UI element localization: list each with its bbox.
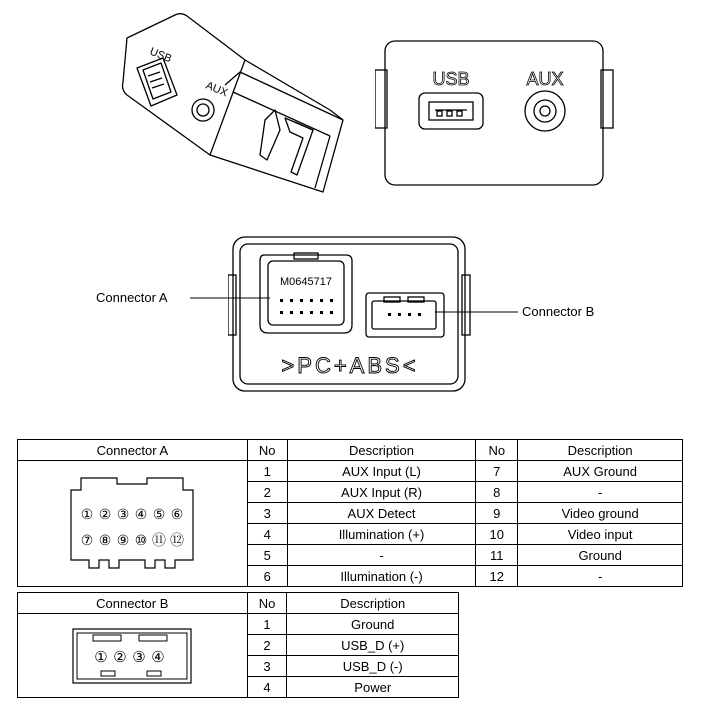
pin-label: ⑧ — [99, 531, 112, 548]
callout-connector-b: Connector B — [522, 304, 595, 319]
pin-description: AUX Input (L) — [287, 461, 476, 482]
pin-no: 3 — [247, 656, 287, 677]
header-no: No — [476, 440, 518, 461]
pin-label: ⑩ — [135, 531, 148, 548]
pin-description: - — [287, 545, 476, 566]
pin-label: ⑦ — [81, 531, 94, 548]
pin-description: Video input — [518, 524, 683, 545]
callout-leaders — [190, 290, 520, 330]
connector-a-table — [17, 439, 683, 587]
part-number: M0645717 — [280, 276, 332, 288]
table-row — [18, 461, 683, 482]
header-description: Description — [287, 593, 459, 614]
pin-description: Illumination (+) — [287, 524, 476, 545]
pin-no: 12 — [476, 566, 518, 587]
usb-label-perspective: USB — [147, 45, 174, 66]
header-connector-a: Connector A — [18, 440, 248, 461]
pin-no: 11 — [476, 545, 518, 566]
pin-label: ⑨ — [117, 531, 130, 548]
module-front-view — [375, 38, 615, 188]
pin-no: 5 — [247, 545, 287, 566]
connector-a-pinout-diagram — [57, 470, 207, 578]
pin-label: ⑤ — [153, 505, 166, 522]
pin-label: ① — [94, 648, 109, 666]
pin-no: 4 — [247, 524, 287, 545]
pin-description: AUX Input (R) — [287, 482, 476, 503]
pin-no: 2 — [247, 635, 287, 656]
header-connector-b: Connector B — [18, 593, 248, 614]
pin-description: Ground — [287, 614, 459, 635]
header-no: No — [247, 593, 287, 614]
pin-no: 3 — [247, 503, 287, 524]
pin-description: Power — [287, 677, 459, 698]
header-description: Description — [518, 440, 683, 461]
material-marking: >PC+ABS< — [281, 353, 419, 378]
pin-label: ③ — [117, 505, 130, 522]
pin-description: AUX Ground — [518, 461, 683, 482]
pin-no: 7 — [476, 461, 518, 482]
pin-no: 10 — [476, 524, 518, 545]
connector-b-pinout-cell — [18, 614, 248, 698]
callout-connector-a: Connector A — [96, 290, 168, 305]
pin-description: Illumination (-) — [287, 566, 476, 587]
aux-label-perspective: AUX — [203, 79, 230, 100]
pin-label: ③ — [132, 648, 147, 666]
usb-label-front: USB — [432, 69, 470, 89]
pin-label: ⑫ — [170, 531, 185, 548]
connector-b-pinout-diagram — [67, 623, 197, 689]
module-perspective-view — [115, 10, 360, 195]
header-no: No — [247, 440, 287, 461]
table-header-row — [18, 593, 459, 614]
pin-no: 6 — [247, 566, 287, 587]
pin-no: 9 — [476, 503, 518, 524]
connector-a-pinout-cell — [18, 461, 248, 587]
pin-description: USB_D (-) — [287, 656, 459, 677]
header-description: Description — [287, 440, 476, 461]
pin-no: 2 — [247, 482, 287, 503]
pin-label: ⑥ — [171, 505, 184, 522]
pin-description: AUX Detect — [287, 503, 476, 524]
pin-no: 1 — [247, 461, 287, 482]
connector-b-table — [17, 592, 459, 698]
pin-label: ② — [99, 505, 112, 522]
pin-label: ④ — [135, 505, 148, 522]
pin-label: ⑪ — [152, 531, 167, 548]
pin-no: 1 — [247, 614, 287, 635]
pin-description: Video ground — [518, 503, 683, 524]
pin-description: - — [518, 482, 683, 503]
pin-label: ④ — [151, 648, 166, 666]
table-row — [18, 614, 459, 635]
pin-label: ① — [81, 505, 94, 522]
pin-no: 4 — [247, 677, 287, 698]
pin-description: USB_D (+) — [287, 635, 459, 656]
aux-label-front: AUX — [526, 69, 564, 89]
table-header-row — [18, 440, 683, 461]
pin-description: - — [518, 566, 683, 587]
pin-no: 8 — [476, 482, 518, 503]
pin-label: ② — [113, 648, 128, 666]
pin-description: Ground — [518, 545, 683, 566]
